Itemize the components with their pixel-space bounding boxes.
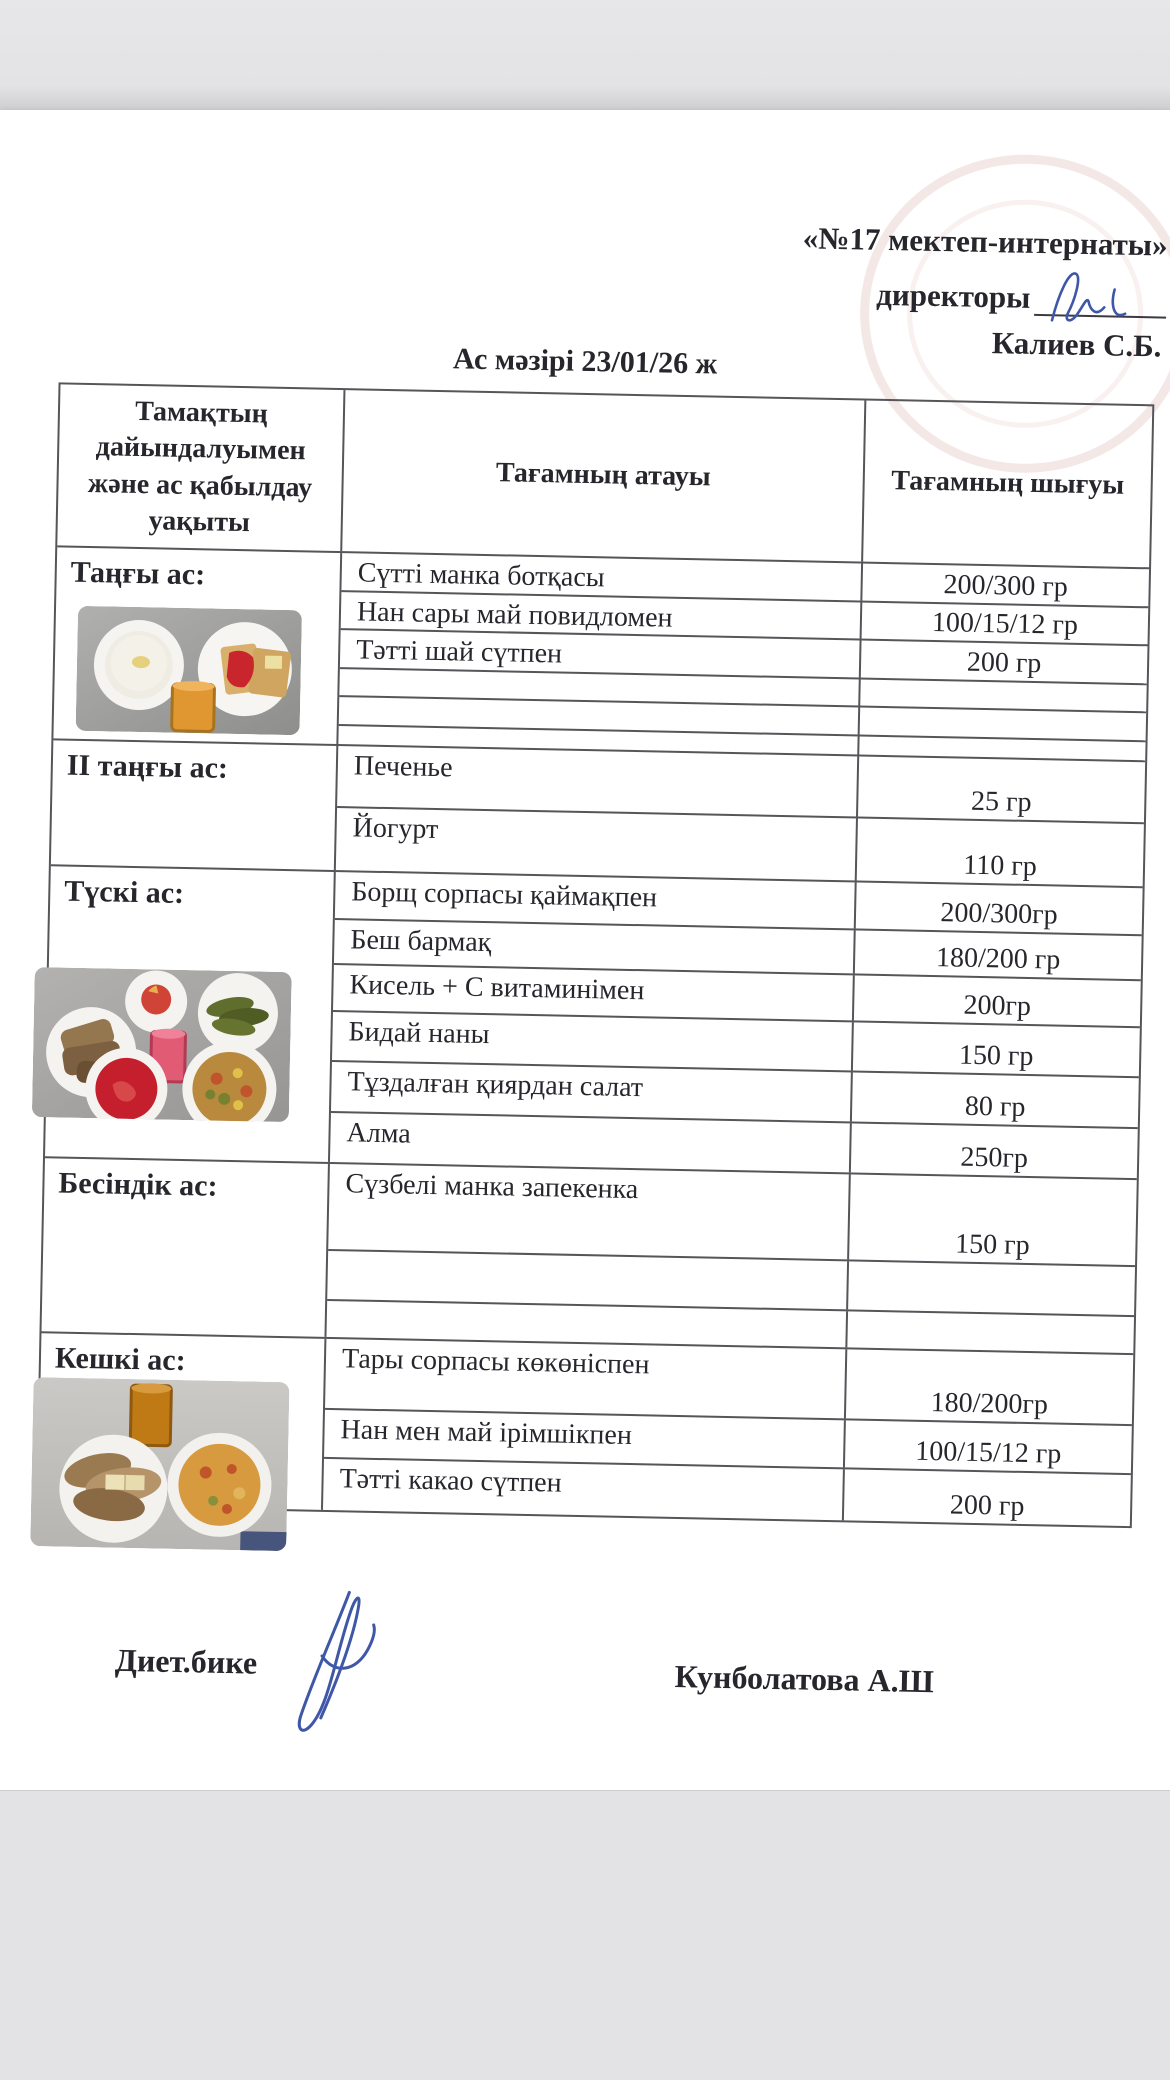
col-header-time: Тамақтың дайындалуымен және ас қабылдау уақыты: [57, 384, 345, 551]
dish-cell: Кисель + С витаминімен: [333, 965, 855, 1020]
meal-section-snack: [41, 1158, 1136, 1355]
amount-cell: 200 гр: [966, 646, 1042, 680]
lunch-photo: [32, 967, 292, 1122]
amount-cell: 200/300гр: [940, 897, 1059, 931]
dish-cell: Беш бармақ: [334, 920, 856, 973]
amount-cell: [860, 708, 1146, 741]
meal-label: Кешкі ас:: [38, 1333, 326, 1510]
bottom-gray-band: [0, 1790, 1170, 2080]
dish-cell: Сүзбелі манка запекенка: [328, 1164, 851, 1259]
meal-label: Түскі ас:: [45, 866, 336, 1162]
dish-cell: Бидай наны: [332, 1012, 854, 1070]
dish-cell: Нан сары май повидломен: [341, 592, 863, 638]
dietician-signature-icon: [268, 1577, 421, 1755]
dietician-label: Диет.бике: [114, 1641, 258, 1681]
amount-cell: 200/300 гр: [943, 569, 1069, 603]
amount-cell: 200гр: [963, 989, 1032, 1023]
dish-cell: Печенье: [337, 746, 859, 816]
dietician-name: Кунболатова А.Ш: [674, 1657, 935, 1700]
amount-cell: 200 гр: [949, 1489, 1025, 1522]
menu-title: Ас мәзірі 23/01/26 ж: [452, 342, 718, 381]
amount-cell: 250гр: [960, 1141, 1029, 1174]
dish-cell: Нан мен май ірімшікпен: [324, 1410, 846, 1467]
meal-label: Бесіндік ас:: [42, 1158, 330, 1337]
dish-cell: Йогурт: [336, 808, 858, 880]
org-name: «№17 мектеп-интернаты»: [802, 220, 1168, 263]
dish-cell: [327, 1251, 849, 1309]
amount-cell: 150 гр: [958, 1039, 1034, 1073]
meal-label: II таңғы ас:: [51, 740, 338, 870]
menu-table: [36, 382, 1154, 1528]
table-header-row: [57, 384, 1152, 569]
amount-cell: 110 гр: [963, 849, 1038, 883]
amount-cell: 150 гр: [954, 1228, 1030, 1262]
director-name: Калиев С.Б.: [991, 325, 1162, 364]
director-signature-icon: [1038, 262, 1149, 330]
dish-cell: Тұздалған қиярдан салат: [331, 1062, 853, 1121]
document-content: [0, 109, 1170, 1812]
col-header-amount: Тағамның шығуы: [890, 465, 1125, 502]
amount-cell: 100/15/12 гр: [931, 606, 1079, 641]
meal-label: Таңғы ас:: [53, 547, 342, 744]
amount-cell: [860, 680, 1146, 712]
dish-cell: Тары сорпасы көкөніспен: [325, 1339, 847, 1418]
top-gray-band: [0, 0, 1170, 110]
dinner-photo: [30, 1377, 289, 1551]
dish-cell: Тәтті какао сүтпен: [323, 1459, 845, 1520]
dish-cell: Борщ сорпасы қаймақпен: [335, 872, 857, 928]
director-line: [876, 273, 1167, 319]
dish-cell: Тәтті шай сүтпен: [340, 630, 862, 677]
table-row: [328, 1164, 1137, 1267]
amount-cell: [847, 1311, 1134, 1353]
amount-cell: [848, 1261, 1135, 1315]
signature-line: [1034, 276, 1167, 319]
amount-cell: 80 гр: [964, 1090, 1026, 1123]
amount-cell: 100/15/12 гр: [914, 1435, 1062, 1470]
director-label: директоры: [875, 276, 1031, 315]
breakfast-photo: [76, 606, 302, 735]
meal-section-second-breakfast: [51, 740, 1145, 888]
document-page: [0, 110, 1170, 1790]
amount-cell: 180/200 гр: [935, 942, 1061, 976]
col-header-dish: Тағамның атауы: [342, 390, 866, 561]
dish-cell: Алма: [330, 1113, 852, 1172]
amount-cell: 25 гр: [970, 785, 1032, 818]
amount-cell: 180/200гр: [930, 1387, 1049, 1421]
dish-cell: Сүтті манка ботқасы: [341, 553, 863, 600]
